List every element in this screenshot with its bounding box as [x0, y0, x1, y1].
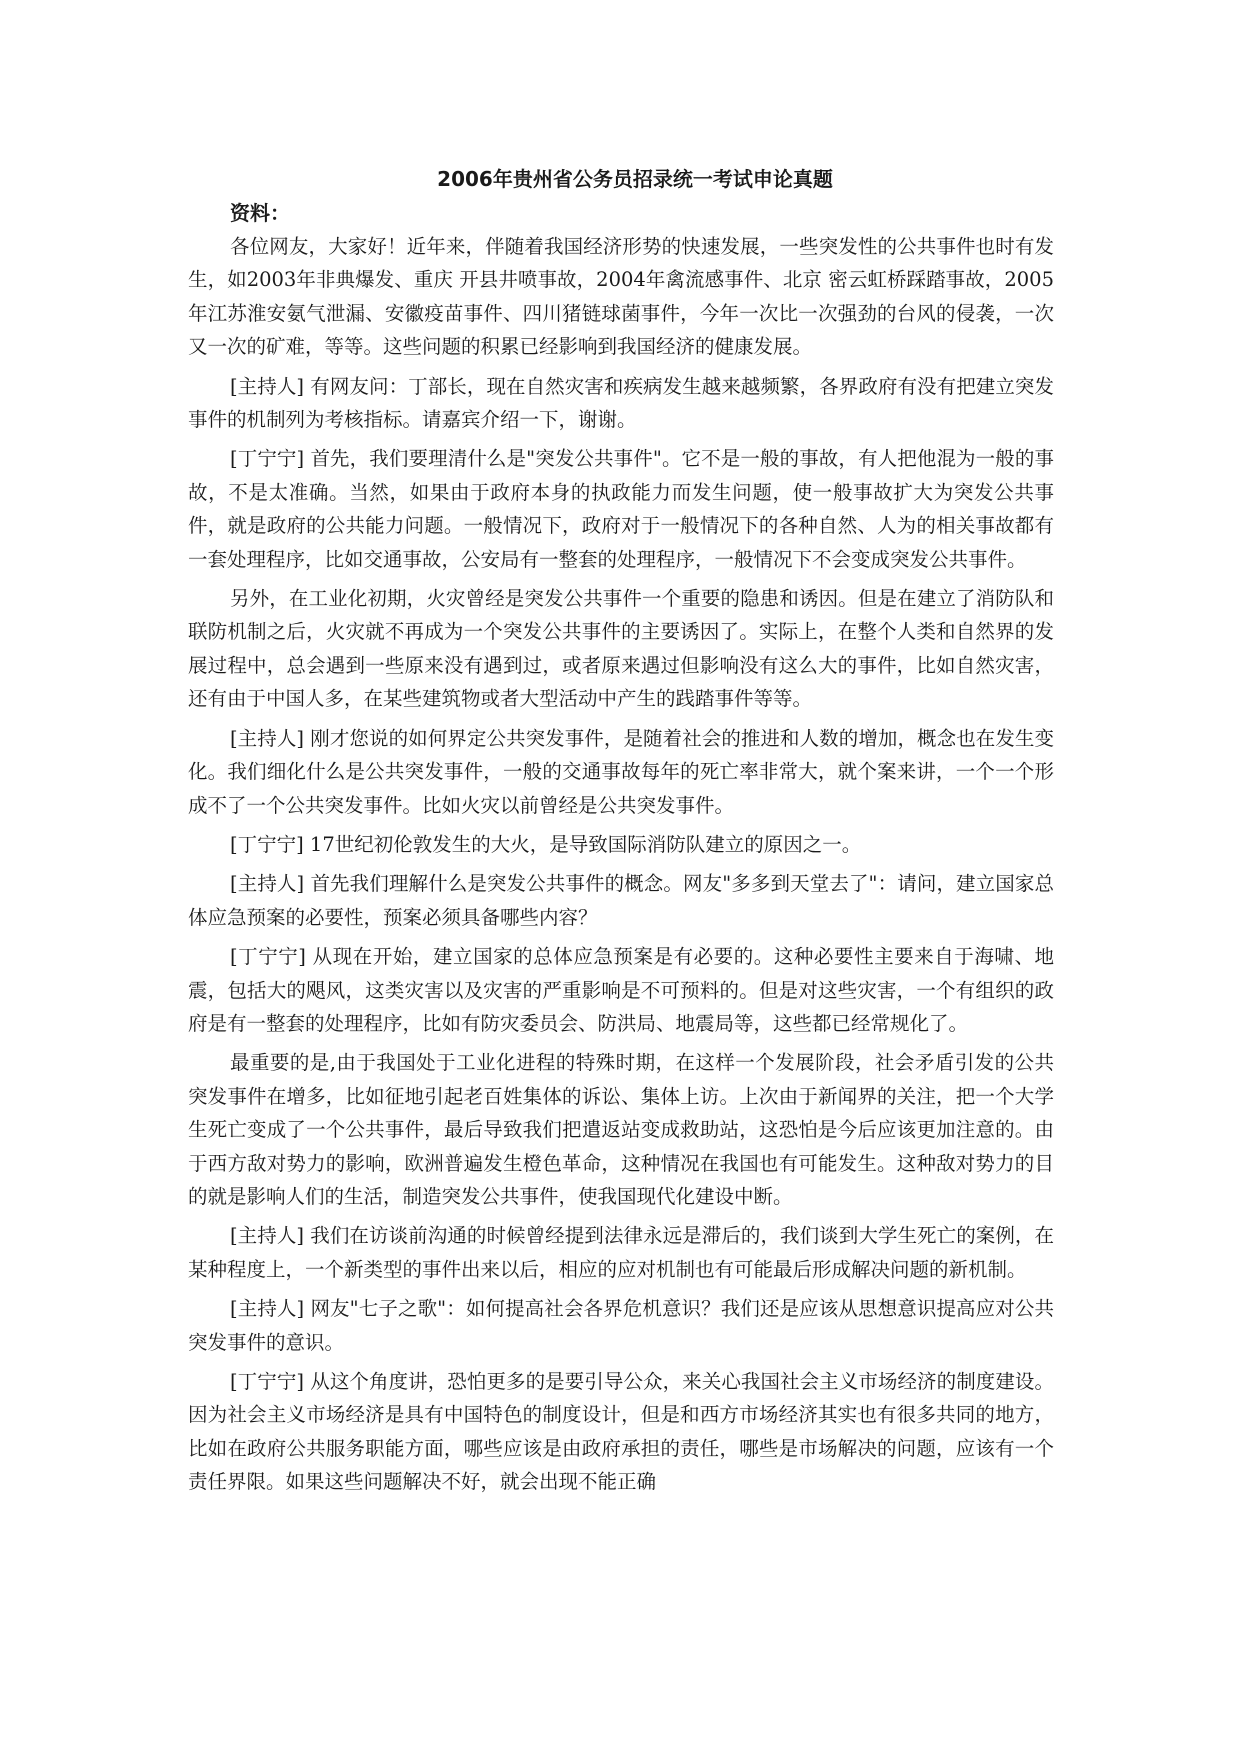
- paragraph: [丁宁宁] 17世纪初伦敦发生的大火，是导致国际消防队建立的原因之一。: [230, 832, 862, 856]
- paragraph: 最重要的是,由于我国处于工业化进程的特殊时期，在这样一个发展阶段，社会矛盾引发的公共突发事件在增多，比如征地引起老百姓集体的诉讼、集体上访。上次由于新闻界的关注，把一个大学生死亡变成了一个公共事件，最后导致我们把遣返站变成救助站，这恐怕是今后应该更加注意的。由于西方敌对势力的影响，欧洲普遍发生橙色革命，这种情况在我国也有可能发生。这种敌对势力的目的就是影响人们的生活，制造突发公共事件，使我国现代化建设中断。: [188, 1051, 1054, 1208]
- paragraph: [丁宁宁] 从这个角度讲，恐怕更多的是要引导公众，来关心我国社会主义市场经济的制度建设。因为社会主义市场经济是具有中国特色的制度设计，但是和西方市场经济其实也有很多共同的地方，比如在政府公共服务职能方面，哪些应该是由政府承担的责任，哪些是市场解决的问题，应该有一个责任界限。如果这些问题解决不好，就会出现不能正确: [188, 1370, 1054, 1494]
- paragraph: 另外，在工业化初期，火灾曾经是突发公共事件一个重要的隐患和诱因。但是在建立了消防队和联防机制之后，火灾就不再成为一个突发公共事件的主要诱因了。实际上，在整个人类和自然界的发展过程中，总会遇到一些原来没有遇到过，或者原来遇过但影响没有这么大的事件，比如自然灾害，还有由于中国人多，在某些建筑物或者大型活动中产生的践踏事件等等。: [188, 587, 1054, 711]
- document-page: [188, 162, 1054, 1505]
- document-title: 2006年贵州省公务员招录统一考试申论真题: [437, 167, 833, 191]
- paragraph: [丁宁宁] 从现在开始，建立国家的总体应急预案是有必要的。这种必要性主要来自于海啸、地震，包括大的飓风，这类灾害以及灾害的严重影响是不可预料的。但是对这些灾害，一个有组织的政府是有一整套的处理程序，比如有防灾委员会、防洪局、地震局等，这些都已经常规化了。: [188, 945, 1054, 1035]
- paragraph: [主持人] 刚才您说的如何界定公共突发事件，是随着社会的推进和人数的增加，概念也在发生变化。我们细化什么是公共突发事件，一般的交通事故每年的死亡率非常大，就个案来讲，一个一个形成不了一个公共突发事件。比如火灾以前曾经是公共突发事件。: [188, 726, 1054, 817]
- paragraph: [主持人] 我们在访谈前沟通的时候曾经提到法律永远是滞后的，我们谈到大学生死亡的案例，在某种程度上，一个新类型的事件出来以后，相应的应对机制也有可能最后形成解决问题的新机制。: [188, 1224, 1054, 1281]
- paragraph: [主持人] 有网友问：丁部长，现在自然灾害和疾病发生越来越频繁，各界政府有没有把建立突发事件的机制列为考核指标。请嘉宾介绍一下，谢谢。: [188, 374, 1054, 432]
- paragraph: [主持人] 网友"七子之歌"：如何提高社会各界危机意识？我们还是应该从思想意识提高应对公共突发事件的意识。: [188, 1297, 1054, 1354]
- paragraph: [丁宁宁] 首先，我们要理清什么是"突发公共事件"。它不是一般的事故，有人把他混为一般的事故，不是太准确。当然，如果由于政府本身的执政能力而发生问题，使一般事故扩大为突发公共事件，就是政府的公共能力问题。一般情况下，政府对于一般情况下的各种自然、人为的相关事故都有一套处理程序，比如交通事故，公安局有一整套的处理程序，一般情况下不会变成突发公共事件。: [188, 447, 1054, 571]
- paragraph: [主持人] 首先我们理解什么是突发公共事件的概念。网友"多多到天堂去了"：请问，建立国家总体应急预案的必要性，预案必须具备哪些内容？: [188, 872, 1054, 929]
- section-label: 资料：: [230, 201, 290, 225]
- paragraph: 各位网友，大家好！近年来，伴随着我国经济形势的快速发展，一些突发性的公共事件也时有发生，如2003年非典爆发、重庆 开县井喷事故，2004年禽流感事件、北京 密云虹桥踩踏事故，2005年江苏淮安氨气泄漏、安徽疫苗事件、四川猪链球菌事件，今年一次比一次强劲的台风的侵袭，一次又一次的矿难，等等。这些问题的积累已经影响到我国经济的健康发展。: [188, 235, 1054, 359]
